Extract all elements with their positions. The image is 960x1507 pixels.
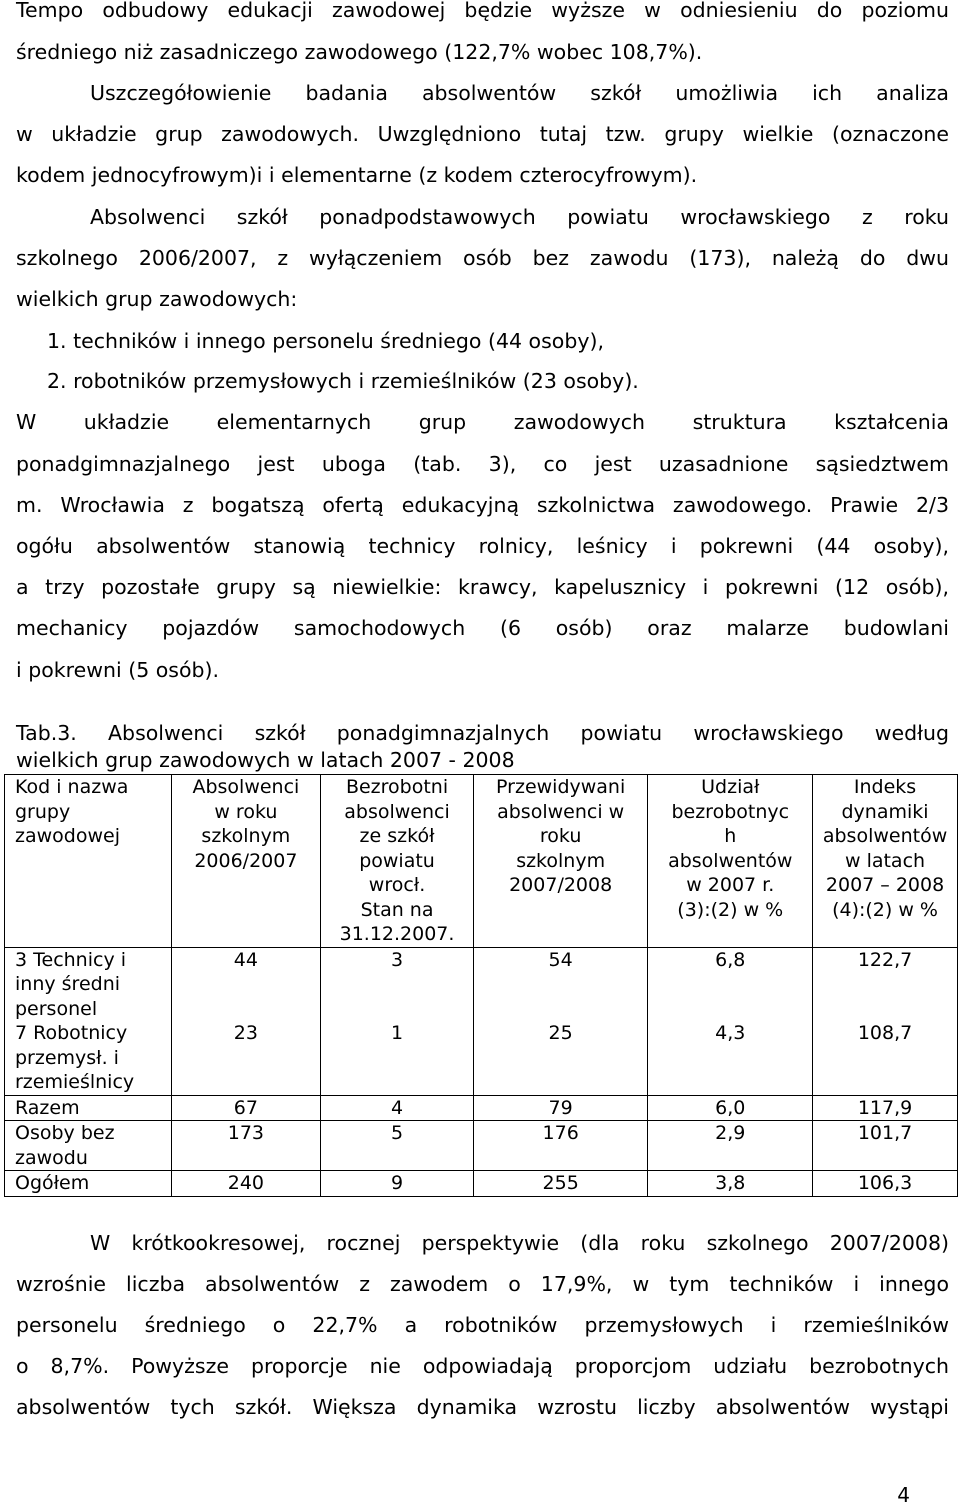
header-cell-dynamics-index [813, 775, 958, 948]
paragraph-3-line-3: wielkich grup zawodowych: [16, 287, 298, 311]
paragraph-4-line-7: i pokrewni (5 osób). [16, 658, 220, 682]
row-label: Osoby bez [15, 1122, 115, 1144]
page-number: 4 [897, 1483, 910, 1507]
row-label: przemysł. i [15, 1046, 119, 1069]
paragraph-4-line-3: m. Wrocławia z bogatszą ofertą edukacyjną szkolnictwa zawodowego. Prawie 2/3 [16, 493, 949, 517]
paragraph-5-line-3: personelu średniego o 22,7% a robotników przemysłowych i rzemieślników [16, 1313, 949, 1337]
header-text: w latach [844, 849, 926, 872]
header-text: ze szkół [359, 825, 435, 847]
table-cell: 6,8 [648, 947, 813, 1021]
table-cell: 4 [321, 1095, 474, 1121]
header-text: (4):(2) w % [832, 898, 938, 921]
header-text: (3):(2) w % [677, 898, 784, 921]
header-text: szkolnym [516, 849, 606, 872]
table-cell: 240 [171, 1171, 321, 1197]
table-row [5, 1095, 958, 1121]
table-cell: 176 [473, 1121, 648, 1171]
table-cell: 3 [321, 947, 474, 1021]
paragraph-5-line-4: o 8,7%. Powyższe proporcje nie odpowiadają proporcjom udziału bezrobotnych [16, 1354, 949, 1378]
header-cell-expected-graduates [473, 775, 648, 948]
header-text: Przewidywani [496, 776, 626, 798]
header-text: Kod i nazwa [15, 776, 129, 798]
row-label-cell [5, 1121, 172, 1171]
table-cell: 54 [473, 947, 648, 1021]
table-row [5, 1121, 958, 1171]
paragraph-2-line-2: w układzie grup zawodowych. Uwzględniono tutaj tzw. grupy wielkie (oznaczone [16, 122, 949, 146]
paragraph-5-line-2: wzrośnie liczba absolwentów z zawodem o 17,9%, w tym techników i innego [16, 1272, 949, 1296]
paragraph-2-line-1: Uszczegółowienie badania absolwentów szkół umożliwia ich analiza [90, 81, 949, 105]
header-text: w roku [214, 800, 278, 823]
header-text: szkolnym [201, 825, 291, 847]
row-label: inny średni [15, 973, 121, 995]
row-label-cell [5, 947, 172, 1021]
paragraph-3-line-2: szkolnego 2006/2007, z wyłączeniem osób bez zawodu (173), należą do dwu [16, 246, 949, 270]
row-label-cell [5, 1171, 172, 1197]
paragraph-5-line-1: W krótkookresowej, rocznej perspektywie (dla roku szkolnego 2007/2008) [90, 1231, 949, 1255]
list-item-1: 1. techników i innego personelu średniego (44 osoby), [47, 329, 604, 353]
table-cell: 101,7 [813, 1121, 958, 1171]
table-row [5, 1171, 958, 1197]
row-label: 3 Technicy i [15, 948, 127, 971]
header-cell-unemployed-share [648, 775, 813, 948]
paragraph-5-line-5: absolwentów tych szkół. Większa dynamika wzrostu liczby absolwentów wystąpi [16, 1395, 949, 1419]
paragraph-4-line-1: W układzie elementarnych grup zawodowych struktura kształcenia [16, 410, 949, 434]
header-text: roku [539, 825, 582, 847]
paragraph-1-line-2: średniego niż zasadniczego zawodowego (122,7% wobec 108,7%). [16, 40, 703, 64]
list-item-2: 2. robotników przemysłowych i rzemieślników (23 osoby). [47, 369, 639, 393]
header-text: Bezrobotni [345, 776, 449, 798]
row-label-cell [5, 1021, 172, 1095]
table-cell: 67 [171, 1095, 321, 1121]
table-caption-line-1: Tab.3. Absolwenci szkół ponadgimnazjalnych powiatu wrocławskiego według [16, 721, 949, 745]
table-cell: 23 [171, 1021, 321, 1095]
header-text: bezrobotnyc [671, 800, 790, 823]
header-text: grupy [15, 800, 71, 823]
header-text: 2007/2008 [509, 874, 613, 896]
table-cell: 108,7 [813, 1021, 958, 1095]
header-text: h [724, 825, 737, 847]
header-text: w 2007 r. [686, 874, 775, 896]
table-cell: 6,0 [648, 1095, 813, 1121]
table-cell: 25 [473, 1021, 648, 1095]
header-text: zawodowej [15, 825, 120, 847]
paragraph-4-line-4: ogółu absolwentów stanowią technicy rolnicy, leśnicy i pokrewni (44 osoby), [16, 534, 949, 558]
table-cell: 3,8 [648, 1171, 813, 1197]
table-header-row [5, 775, 958, 948]
header-text: Stan na [360, 898, 434, 921]
table-row [5, 947, 958, 1021]
header-text: wrocł. [368, 874, 426, 896]
header-text: absolwentów [822, 825, 948, 847]
paragraph-4-line-5: a trzy pozostałe grupy są niewielkie: krawcy, kapelusznicy i pokrewni (12 osób), [16, 575, 949, 599]
header-text: absolwentów [668, 849, 793, 872]
paragraph-4-line-2: ponadgimnazjalnego jest uboga (tab. 3), co jest uzasadnione sąsiedztwem [16, 452, 949, 476]
row-label: personel [15, 997, 98, 1020]
table-cell: 4,3 [648, 1021, 813, 1095]
row-label: 7 Robotnicy [15, 1022, 128, 1044]
header-cell-unemployed [321, 775, 474, 948]
table-cell: 79 [473, 1095, 648, 1121]
table-cell: 122,7 [813, 947, 958, 1021]
header-text: 2007 – 2008 [825, 874, 945, 896]
row-label: Razem [15, 1096, 80, 1119]
header-text: 2006/2007 [194, 849, 298, 872]
paragraph-1-line-1: Tempo odbudowy edukacji zawodowej będzie wyższe w odniesieniu do poziomu [16, 0, 949, 22]
header-text: 31.12.2007. [339, 923, 455, 945]
table-cell: 117,9 [813, 1095, 958, 1121]
table-row [5, 1021, 958, 1095]
paragraph-2-line-3: kodem jednocyfrowym)i i elementarne (z kodem czterocyfrowym). [16, 163, 698, 187]
header-text: Udział [701, 776, 760, 798]
header-text: absolwenci w [497, 800, 625, 823]
row-label: zawodu [15, 1146, 88, 1169]
paragraph-3-line-1: Absolwenci szkół ponadpodstawowych powiatu wrocławskiego z roku [90, 205, 949, 229]
header-text: Absolwenci [192, 776, 300, 798]
table-cell: 5 [321, 1121, 474, 1171]
table-caption-line-2: wielkich grup zawodowych w latach 2007 - 2008 [16, 748, 515, 772]
row-label: rzemieślnicy [15, 1071, 135, 1093]
header-text: powiatu [359, 849, 435, 872]
table-cell: 1 [321, 1021, 474, 1095]
table-cell: 2,9 [648, 1121, 813, 1171]
paragraph-4-line-6: mechanicy pojazdów samochodowych (6 osób) oraz malarze budowlani [16, 616, 949, 640]
header-cell-graduates-2006 [171, 775, 321, 948]
table-cell: 106,3 [813, 1171, 958, 1197]
header-text: dynamiki [841, 800, 929, 823]
table-cell: 255 [473, 1171, 648, 1197]
table-cell: 173 [171, 1121, 321, 1171]
table-cell: 9 [321, 1171, 474, 1197]
table-cell: 44 [171, 947, 321, 1021]
header-text: Indeks [853, 776, 917, 798]
data-table [4, 774, 958, 1197]
row-label: Ogółem [15, 1172, 90, 1194]
header-cell-code-name [5, 775, 172, 948]
row-label-cell [5, 1095, 172, 1121]
header-text: absolwenci [344, 800, 450, 823]
